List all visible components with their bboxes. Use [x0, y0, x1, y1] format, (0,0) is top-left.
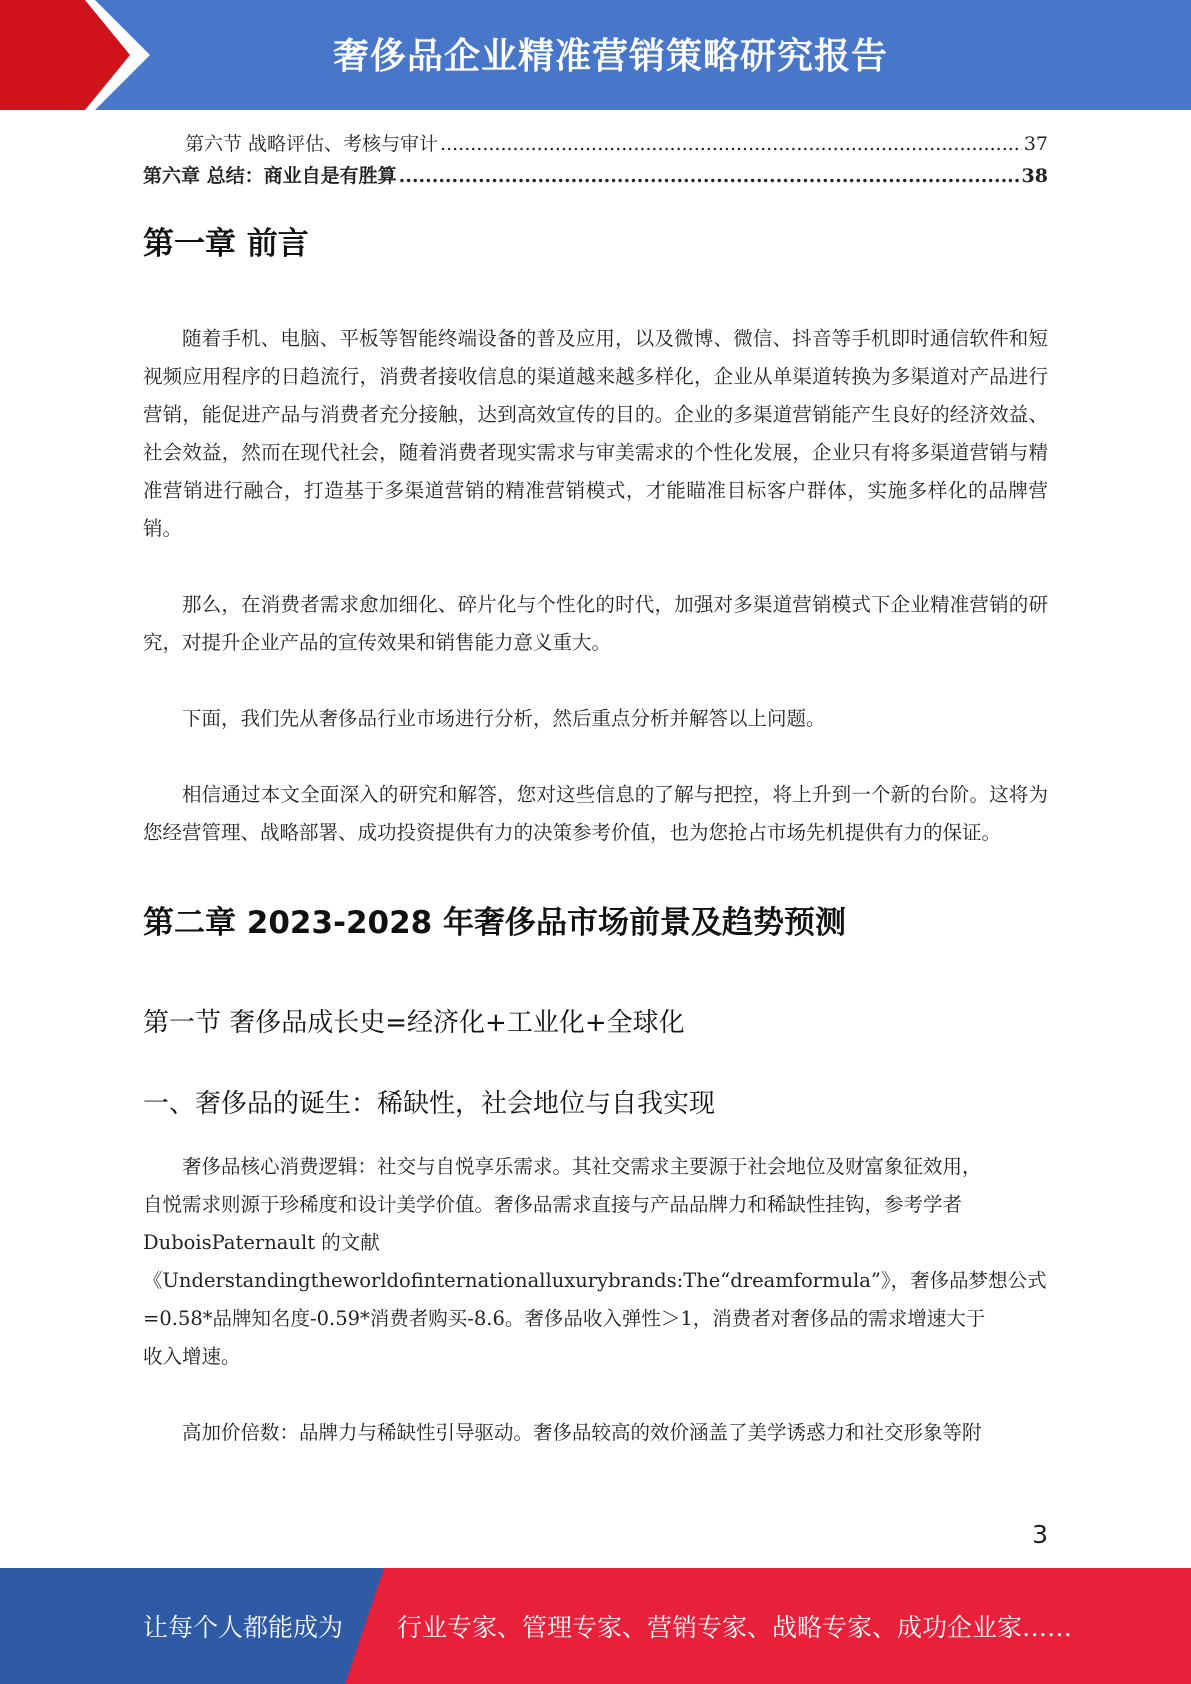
- subsection-heading: 一、奢侈品的诞生：稀缺性，社会地位与自我实现: [143, 1089, 716, 1119]
- toc-leader-dots: [440, 128, 1022, 160]
- paragraph-line: DuboisPaternault 的文献: [143, 1231, 380, 1254]
- paragraph-line: =0.58*品牌知名度-0.59*消费者购买-8.6。奢侈品收入弹性＞1，消费者对奢侈品的需求增速大于: [143, 1307, 986, 1330]
- paragraph: 随着手机、电脑、平板等智能终端设备的普及应用，以及微博、微信、抖音等手机即时通信软件和短视频应用程序的日趋流行，消费者接收信息的渠道越来越多样化，企业从单渠道转换为多渠道对产品进行营销，能促进产品与消费者充分接触，达到高效宣传的目的。企业的多渠道营销能产生良好的经济效益、社会效益，然而在现代社会，随着消费者现实需求与审美需求的个性化发展，企业只有将多渠道营销与精准营销进行融合，打造基于多渠道营销的精准营销模式，才能瞄准目标客户群体，实施多样化的品牌营销。: [143, 327, 1048, 540]
- chapter-heading: 第一章 前言: [143, 226, 309, 262]
- report-title: 奢侈品企业精准营销策略研究报告: [332, 36, 888, 77]
- paragraph-line: 奢侈品核心消费逻辑：社交与自悦享乐需求。其社交需求主要源于社会地位及财富象征效用，: [182, 1155, 982, 1178]
- paragraph: 那么，在消费者需求愈加细化、碎片化与个性化的时代，加强对多渠道营销模式下企业精准营销的研究，对提升企业产品的宣传效果和销售能力意义重大。: [143, 593, 1048, 654]
- footer-slogan-right: 行业专家、管理专家、营销专家、战略专家、成功企业家……: [397, 1613, 1073, 1642]
- paragraph: 高加价倍数：品牌力与稀缺性引导驱动。奢侈品较高的效价涵盖了美学诱惑力和社交形象等附: [182, 1421, 982, 1444]
- footer-slogan-left: 让每个人都能成为: [143, 1613, 344, 1642]
- section-heading: 第一节 奢侈品成长史=经济化+工业化+全球化: [143, 1008, 685, 1038]
- toc-entry-label: 第六节 战略评估、考核与审计: [185, 133, 439, 155]
- toc-entry[interactable]: [143, 128, 1048, 160]
- page-footer: [0, 1568, 1191, 1684]
- paragraph-line: 收入增速。: [143, 1345, 241, 1368]
- toc-entry-label: 第六章 总结：商业自是有胜算: [143, 165, 397, 187]
- page-number: 3: [1032, 1520, 1048, 1549]
- toc-leader-dots: [399, 160, 1020, 192]
- paragraph-line: 《Understandingtheworldofinternationalluxurybrands:The“dreamformula”》，奢侈品梦想公式: [143, 1269, 1047, 1292]
- paragraph: 下面，我们先从奢侈品行业市场进行分析，然后重点分析并解答以上问题。: [182, 707, 826, 730]
- toc-entry[interactable]: [143, 160, 1048, 192]
- chapter-heading: 第二章 2023-2028 年奢侈品市场前景及趋势预测: [143, 905, 847, 941]
- toc-entry-page: 37: [1023, 133, 1048, 155]
- page-header: [0, 0, 1191, 110]
- paragraph: 相信通过本文全面深入的研究和解答，您对这些信息的了解与把控，将上升到一个新的台阶。这将为您经营管理、战略部署、成功投资提供有力的决策参考价值，也为您抢占市场先机提供有力的保证。: [143, 783, 1048, 844]
- document-body: [143, 128, 1048, 1452]
- paragraph-line: 自悦需求则源于珍稀度和设计美学价值。奢侈品需求直接与产品品牌力和稀缺性挂钩，参考学者: [143, 1193, 963, 1216]
- paragraph: [143, 1148, 1048, 1376]
- toc-entry-page: 38: [1021, 165, 1048, 187]
